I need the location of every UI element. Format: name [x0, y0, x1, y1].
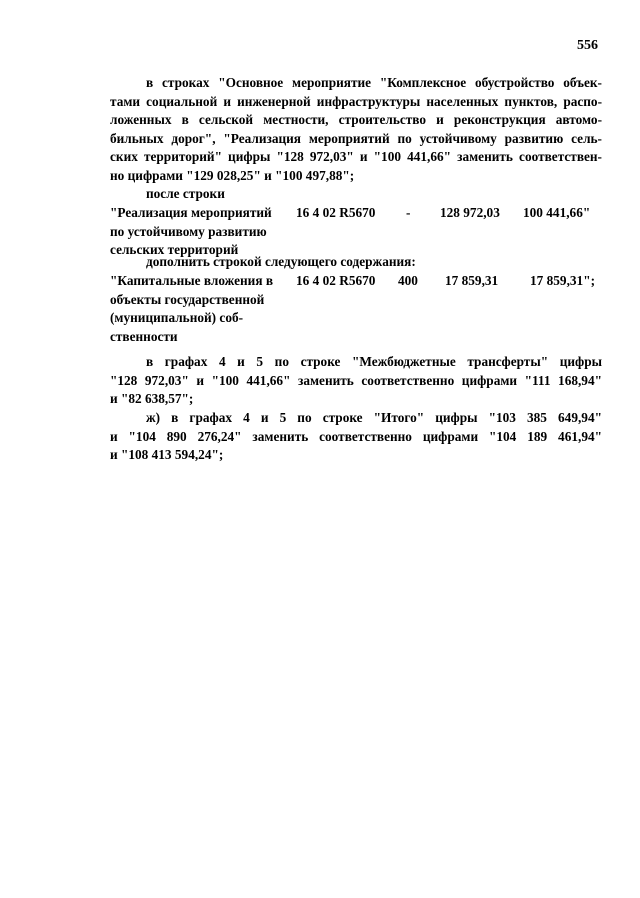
row-value-2: 17 859,31";	[530, 273, 595, 288]
amendment-paragraph	[110, 74, 602, 185]
row-name-line: ственности	[110, 328, 178, 344]
paragraph-line: бильных дорог", "Реализация мероприятий по устойчивому развитию сель-	[110, 130, 602, 146]
row-type: -	[406, 205, 411, 220]
paragraph-line: "128 972,03" и "100 441,66" заменить соответственно цифрами "111 168,94"	[110, 372, 602, 388]
row-name-line: "Реализация мероприятий	[110, 205, 272, 220]
paragraph-line: в строках "Основное мероприятие "Комплексное обустройство объек-	[146, 75, 602, 90]
paragraph-line: и "108 413 594,24";	[110, 447, 224, 462]
table-row	[110, 204, 602, 260]
table-row	[110, 272, 602, 347]
row-name	[110, 272, 285, 346]
row-value-2: 100 441,66"	[523, 205, 591, 220]
row-name	[110, 204, 285, 260]
row-type: 400	[398, 273, 418, 288]
row-name-line: объекты государственной	[110, 291, 265, 307]
paragraph-line: и "82 638,57";	[110, 391, 194, 406]
transfers-paragraph	[110, 353, 602, 409]
paragraph-line: тами социальной и инженерной инфраструктуры населенных пунктов, распо-	[110, 93, 602, 109]
row-code: 16 4 02 R5670	[296, 205, 376, 220]
after-row-label: после строки	[146, 186, 225, 201]
row-name-line: "Капитальные вложения в	[110, 273, 274, 288]
paragraph-line: но цифрами "129 028,25" и "100 497,88";	[110, 167, 355, 183]
row-name-line: по устойчивому развитию	[110, 223, 267, 239]
row-value-1: 128 972,03	[440, 205, 500, 220]
row-name-line: сельских территорий	[110, 242, 239, 257]
paragraph-line: в графах 4 и 5 по строке "Межбюджетные трансферты" цифры	[146, 354, 602, 369]
page-number: 556	[577, 38, 598, 53]
paragraph-line: и "104 890 276,24" заменить соответственно цифрами "104 189 461,94"	[110, 428, 602, 444]
row-value-1: 17 859,31	[445, 273, 499, 288]
paragraph-line: ложенных в сельской местности, строительство и реконструкция автомо-	[110, 112, 602, 127]
row-name-line: (муниципальной) соб-	[110, 310, 244, 325]
total-paragraph	[110, 409, 602, 465]
paragraph-line: ских территорий" цифры "128 972,03" и "100 441,66" заменить соответствен-	[110, 149, 602, 164]
row-code: 16 4 02 R5670	[296, 273, 376, 288]
add-row-label: дополнить строкой следующего содержания:	[146, 254, 416, 269]
paragraph-line: ж) в графах 4 и 5 по строке "Итого" цифры "103 385 649,94"	[146, 410, 602, 425]
